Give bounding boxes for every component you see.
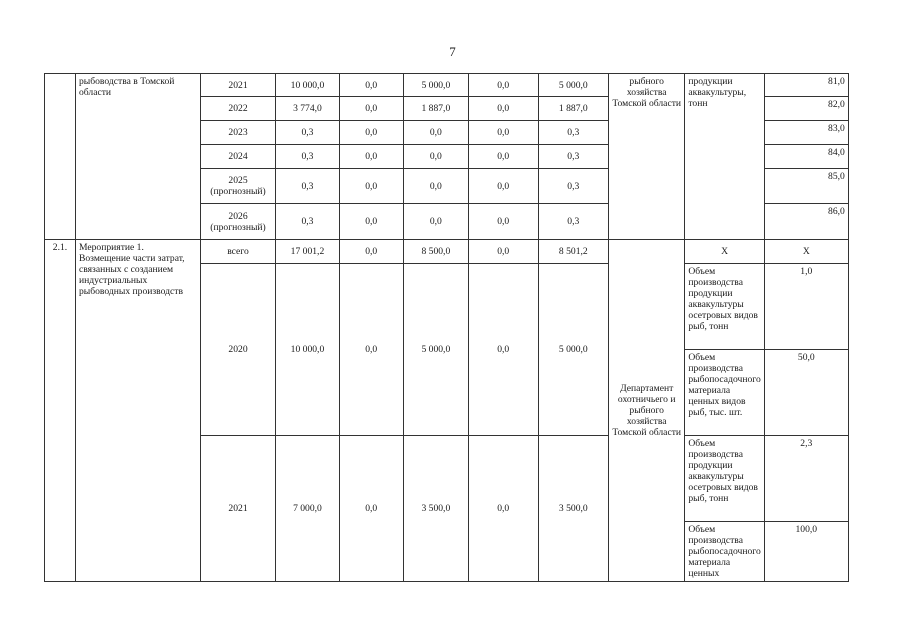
extra-cell: 3 500,0 bbox=[538, 436, 609, 582]
loc-cell: 0,0 bbox=[468, 74, 538, 97]
number-cell-empty bbox=[45, 74, 76, 240]
table-row bbox=[45, 74, 905, 97]
indicator-cell: Объем производства рыбопосадочного материала ценных видов рыб, тыс. шт. bbox=[685, 350, 764, 436]
extra-cell: 5 000,0 bbox=[538, 74, 609, 97]
reg-cell: 0,0 bbox=[403, 145, 468, 169]
reg-cell: 1 887,0 bbox=[403, 97, 468, 121]
year-cell: 2023 bbox=[200, 121, 276, 145]
dept-cell: рыбного хозяйства Томской области bbox=[609, 74, 685, 240]
fed-cell: 0,0 bbox=[339, 74, 403, 97]
total-cell: 10 000,0 bbox=[276, 74, 339, 97]
fed-cell: 0,0 bbox=[339, 204, 403, 240]
indicator-cell: Объем производства продукции аквакультуры осетровых видов рыб, тонн bbox=[685, 264, 764, 350]
year-cell: 2021 bbox=[200, 436, 276, 582]
value-cell: 1,0 bbox=[764, 264, 848, 350]
extra-cell: 0,3 bbox=[538, 121, 609, 145]
extra-cell: 0,3 bbox=[538, 169, 609, 204]
year-cell: 2024 bbox=[200, 145, 276, 169]
total-cell: 0,3 bbox=[276, 169, 339, 204]
value-cell: 2,3 bbox=[764, 436, 848, 522]
value-cell: 86,0 bbox=[764, 204, 848, 240]
indicator-cell: Объем производства продукции аквакультуры осетровых видов рыб, тонн bbox=[685, 436, 764, 522]
value-cell: 50,0 bbox=[764, 350, 848, 436]
loc-cell: 0,0 bbox=[468, 204, 538, 240]
loc-cell: 0,0 bbox=[468, 145, 538, 169]
value-cell: 100,0 bbox=[764, 522, 848, 582]
indicator-cell: продукции аквакультуры, тонн bbox=[685, 74, 764, 240]
fed-cell: 0,0 bbox=[339, 121, 403, 145]
reg-cell: 5 000,0 bbox=[403, 264, 468, 436]
year-cell: 2025 (прогнозный) bbox=[200, 169, 276, 204]
total-cell: 10 000,0 bbox=[276, 264, 339, 436]
fed-cell: 0,0 bbox=[339, 97, 403, 121]
reg-cell: 3 500,0 bbox=[403, 436, 468, 582]
loc-cell: 0,0 bbox=[468, 436, 538, 582]
total-cell: 0,3 bbox=[276, 121, 339, 145]
year-cell: всего bbox=[200, 240, 276, 264]
reg-cell: 8 500,0 bbox=[403, 240, 468, 264]
loc-cell: 0,0 bbox=[468, 121, 538, 145]
total-cell: 0,3 bbox=[276, 204, 339, 240]
extra-cell: 0,3 bbox=[538, 145, 609, 169]
year-cell: 2020 bbox=[200, 264, 276, 436]
reg-cell: 0,0 bbox=[403, 169, 468, 204]
extra-cell: 0,3 bbox=[538, 204, 609, 240]
fed-cell: 0,0 bbox=[339, 264, 403, 436]
year-cell: 2022 bbox=[200, 97, 276, 121]
value-cell: 85,0 bbox=[764, 169, 848, 204]
loc-cell: 0,0 bbox=[468, 97, 538, 121]
fed-cell: 0,0 bbox=[339, 145, 403, 169]
fed-cell: 0,0 bbox=[339, 169, 403, 204]
extra-cell: 5 000,0 bbox=[538, 264, 609, 436]
reg-cell: 0,0 bbox=[403, 204, 468, 240]
value-cell: X bbox=[764, 240, 848, 264]
reg-cell: 0,0 bbox=[403, 121, 468, 145]
extra-cell: 1 887,0 bbox=[538, 97, 609, 121]
value-cell: 81,0 bbox=[764, 74, 848, 97]
extra-cell: 8 501,2 bbox=[538, 240, 609, 264]
measure-number-cell: 2.1. bbox=[45, 240, 76, 582]
year-cell: 2026 (прогнозный) bbox=[200, 204, 276, 240]
loc-cell: 0,0 bbox=[468, 169, 538, 204]
total-cell: 0,3 bbox=[276, 145, 339, 169]
table-row bbox=[45, 240, 905, 264]
measure-name-cell: рыбоводства в Томской области bbox=[75, 74, 200, 240]
value-cell: 83,0 bbox=[764, 121, 848, 145]
page-number: 7 bbox=[449, 44, 456, 59]
indicator-cell: X bbox=[685, 240, 764, 264]
fed-cell: 0,0 bbox=[339, 436, 403, 582]
measure-name-cell: Мероприятие 1. Возмещение части затрат, связанных с созданием индустриальных рыбоводных производств bbox=[75, 240, 200, 582]
program-table bbox=[44, 73, 905, 582]
value-cell: 84,0 bbox=[764, 145, 848, 169]
total-cell: 3 774,0 bbox=[276, 97, 339, 121]
value-cell: 82,0 bbox=[764, 97, 848, 121]
indicator-cell: Объем производства рыбопосадочного материала ценных bbox=[685, 522, 764, 582]
total-cell: 7 000,0 bbox=[276, 436, 339, 582]
loc-cell: 0,0 bbox=[468, 240, 538, 264]
reg-cell: 5 000,0 bbox=[403, 74, 468, 97]
loc-cell: 0,0 bbox=[468, 264, 538, 436]
fed-cell: 0,0 bbox=[339, 240, 403, 264]
dept-cell: Департамент охотничьего и рыбного хозяйства Томской области bbox=[609, 240, 685, 582]
total-cell: 17 001,2 bbox=[276, 240, 339, 264]
year-cell: 2021 bbox=[200, 74, 276, 97]
